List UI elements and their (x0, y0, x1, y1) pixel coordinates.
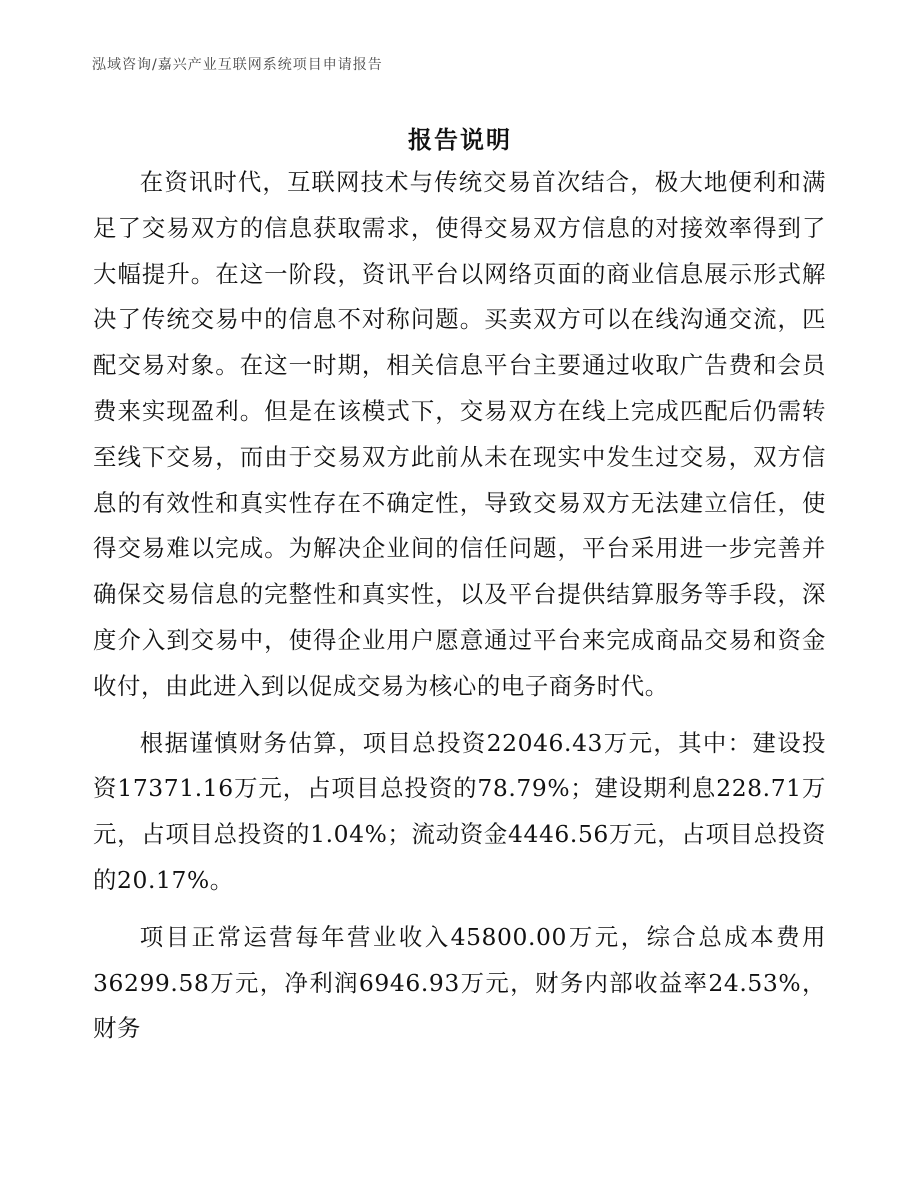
document-body (93, 160, 826, 1052)
paragraph-investment: 根据谨慎财务估算，项目总投资22046.43万元，其中：建设投资17371.16万元，占项目总投资的78.79%；建设期利息228.71万元，占项目总投资的1.04%；流动资金4446.56万元，占项目总投资的20.17%。 (93, 728, 826, 894)
running-header: 泓域咨询/嘉兴产业互联网系统项目申请报告 (92, 57, 383, 73)
page-title: 报告说明 (408, 126, 512, 154)
paragraph-background: 在资讯时代，互联网技术与传统交易首次结合，极大地便利和满足了交易双方的信息获取需求，使得交易双方信息的对接效率得到了大幅提升。在这一阶段，资讯平台以网络页面的商业信息展示形式解决了传统交易中的信息不对称问题。买卖双方可以在线沟通交流，匹配交易对象。在这一时期，相关信息平台主要通过收取广告费和会员费来实现盈利。但是在该模式下，交易双方在线上完成匹配后仍需转至线下交易，而由于交易双方此前从未在现实中发生过交易，双方信息的有效性和真实性存在不确定性，导致交易双方无法建立信任，使得交易难以完成。为解决企业间的信任问题，平台采用进一步完善并确保交易信息的完整性和真实性，以及平台提供结算服务等手段，深度介入到交易中，使得企业用户愿意通过平台来完成商品交易和资金收付，由此进入到以促成交易为核心的电子商务时代。 (93, 168, 826, 700)
paragraph-revenue: 项目正常运营每年营业收入45800.00万元，综合总成本费用36299.58万元，净利润6946.93万元，财务内部收益率24.53%，财务 (93, 922, 826, 1043)
